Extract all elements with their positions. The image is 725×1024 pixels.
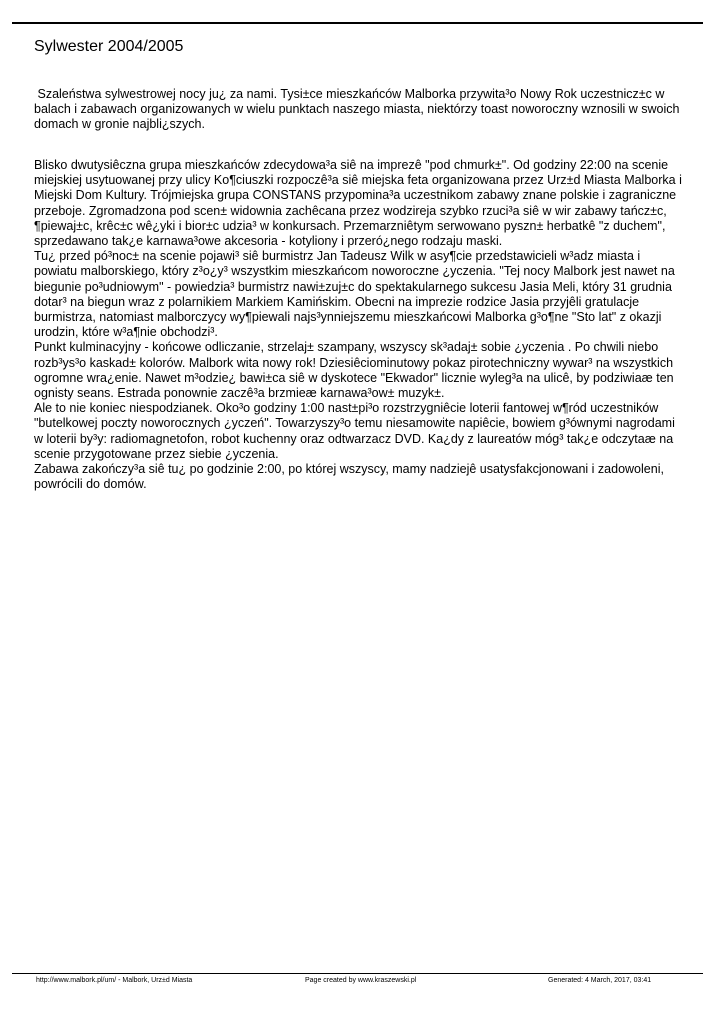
bottom-divider: [12, 973, 703, 974]
page-title: Sylwester 2004/2005: [34, 38, 184, 55]
body-paragraph: Tu¿ przed pó³noc± na scenie pojawi³ siê burmistrz Jan Tadeusz Wilk w asy¶cie przedstawicieli w³adz miasta i powiatu malborskiego, który z³o¿y³ wszystkim mieszkańcom noworoczne ¿yczenia. "Tej nocy Malbork jest nawet na biegunie po³udniowym" - powiedzia³ burmistrz nawi±zuj±c do spektakularnego sukcesu Jasia Meli, który 31 grudnia dotar³ na biegun wraz z polarnikiem Markiem Kamińskim. Obecni na imprezie rodzice Jasia przyjêli gratulacje burmistrza, natomiast malborczycy wy¶piewali najs³ynniejszemu mieszkańcowi Malborka g³o¶ne "Sto lat" z okazji urodzin, które w³a¶nie obchodzi³.: [34, 249, 675, 340]
body-paragraph: Punkt kulminacyjny - końcowe odliczanie, strzelaj± szampany, wszyscy sk³adaj± sobie ¿yczenia . Po chwili niebo rozb³ys³o kaskad± kolorów. Malbork wita nowy rok! Dziesiêciominutowy pokaz pirotechniczny wywar³ na wszystkich ogromne wra¿enie. Nawet m³odzie¿ bawi±ca siê w dyskotece "Ekwador" licznie wyleg³a na ulicê, by podziwiaæ ten ognisty seans. Estrada ponownie zaczê³a brzmieæ karnawa³ow± muzyk±.: [34, 340, 674, 401]
article-body: [34, 158, 686, 492]
body-paragraph: Ale to nie koniec niespodzianek. Oko³o godziny 1:00 nast±pi³o rozstrzygniêcie loterii fantowej w¶ród uczestników "butelkowej poczty noworocznych ¿yczeń". Towarzyszy³o temu niesamowite napiêcie, bowiem g³ównymi nagrodami w loterii by³y: radiomagnetofon, robot kuchenny oraz odtwarzacz DVD. Ka¿dy z laureatów móg³ tak¿e odczytaæ na scenie przygotowane przez siebie ¿yczenia.: [34, 401, 675, 461]
footer-credit: Page created by www.kraszewski.pl: [305, 977, 417, 984]
intro-paragraph: Szaleństwa sylwestrowej nocy ju¿ za nami. Tysi±ce mieszkańców Malborka przywita³o Nowy Rok uczestnicz±c w balach i zabawach organizowanych w wielu punktach naszego miasta, niektórzy toast noworoczny wznosili w swoich domach w gronie najbli¿szych.: [34, 87, 683, 132]
footer-source: http://www.malbork.pl/um/ - Malbork, Urz±d Miasta: [36, 977, 193, 984]
body-paragraph: Blisko dwutysiêczna grupa mieszkańców zdecydowa³a siê na imprezê "pod chmurk±". Od godziny 22:00 na scenie miejskiej usytuowanej przy ulicy Ko¶ciuszki rozpoczê³a siê miejska feta organizowana przez Urz±d Miasta Malborka i Miejski Dom Kultury. Trójmiejska grupa CONSTANS przypomina³a uczestnikom zabawy znane polskie i zagraniczne przeboje. Zgromadzona pod scen± widownia zachêcana przez wodzireja szybko rzuci³a siê w wir zabawy tańcz±c, ¶piewaj±c, krêc±c wê¿yki i bior±c udzia³ w konkursach. Przemarzniêtym serwowano pyszn± herbatkê "z duchem", sprzedawano tak¿e karnawa³owe akcesoria - kotyliony i przeró¿nego rodzaju maski.: [34, 158, 682, 249]
article-intro: [34, 87, 686, 133]
top-divider: [12, 22, 703, 24]
footer-generated: Generated: 4 March, 2017, 03:41: [548, 977, 652, 984]
body-paragraph: Zabawa zakończy³a siê tu¿ po godzinie 2:00, po której wszyscy, mamy nadziejê usatysfakcjonowani i zadowoleni, powrócili do domów.: [34, 462, 664, 492]
